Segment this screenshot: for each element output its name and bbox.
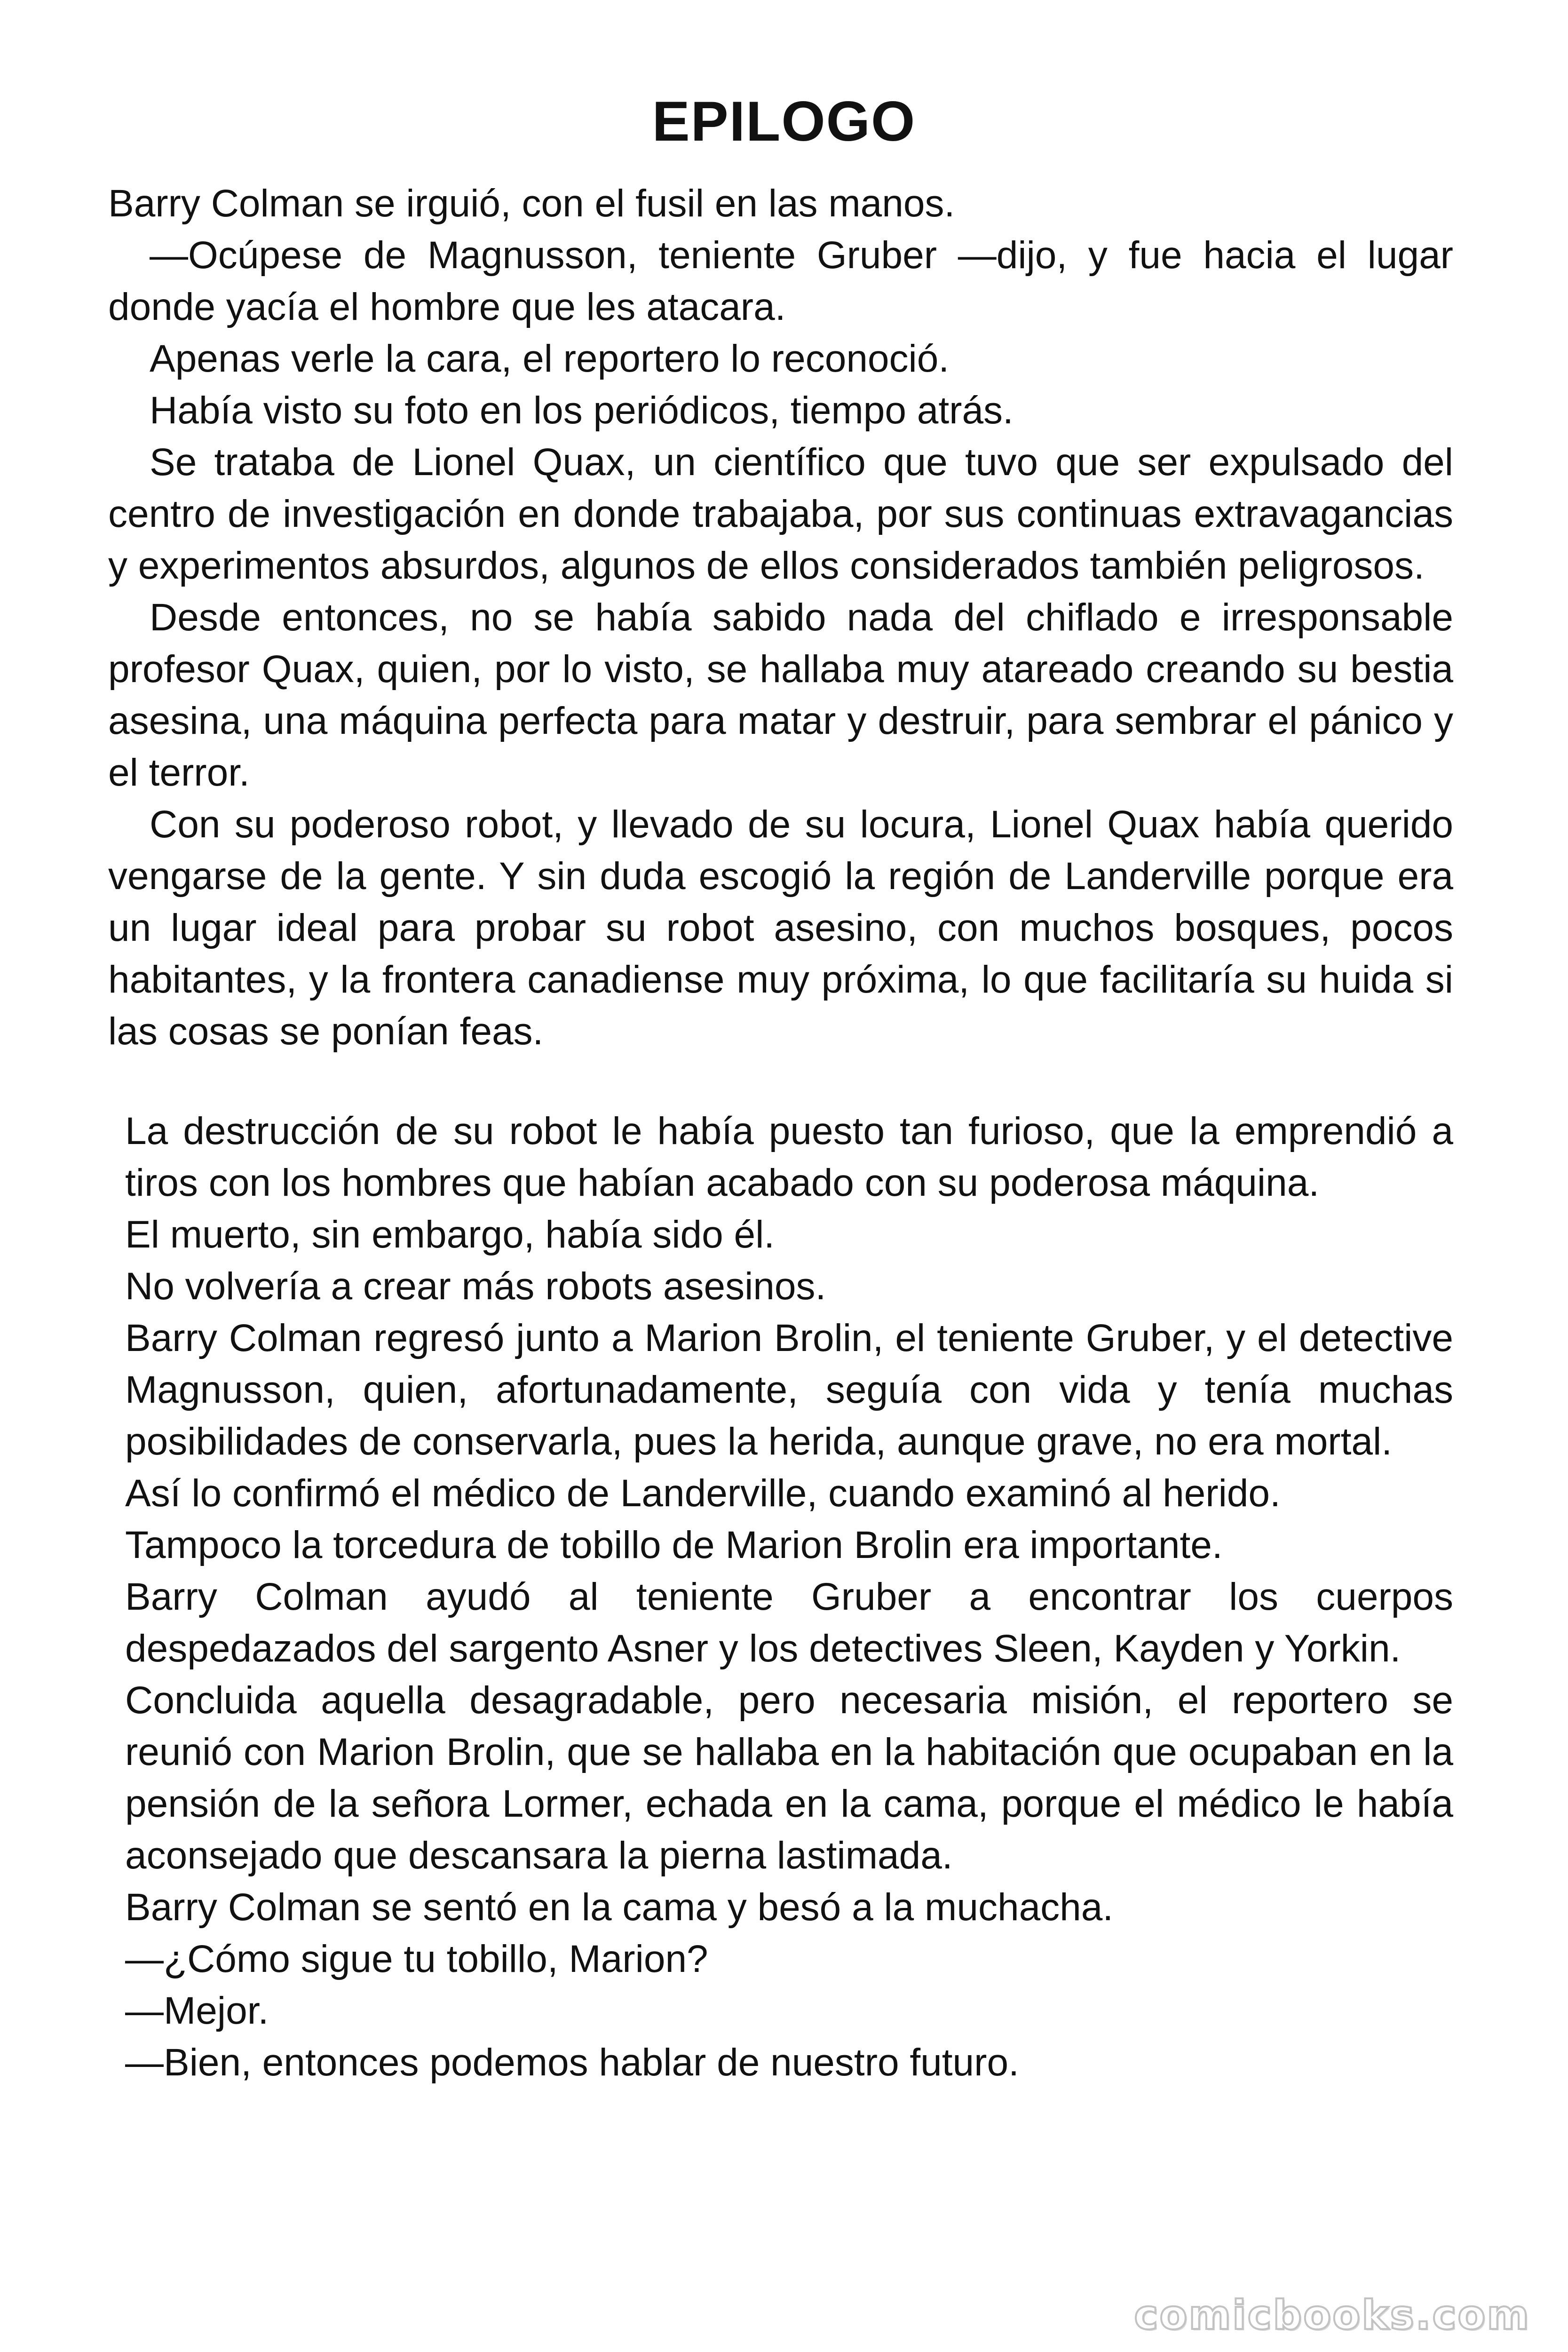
paragraph: Apenas verle la cara, el reportero lo reconoció. bbox=[150, 337, 950, 380]
paragraph: La destrucción de su robot le había puesto tan furioso, que la emprendió a tiros con los hombres que habían acabado con su poderosa máquina. bbox=[125, 1110, 1453, 1204]
paragraph: Concluida aquella desagradable, pero necesaria misión, el reportero se reunió con Marion Brolin, que se hallaba en la habitación que ocupaban en la pensión de la señora Lormer, echada en la cama, porque el médico le había aconsejado que descansara la pierna lastimada. bbox=[125, 1679, 1453, 1877]
paragraph: —Mejor. bbox=[125, 1989, 269, 2032]
paragraph: Con su poderoso robot, y llevado de su locura, Lionel Quax había querido vengarse de la gente. Y sin duda escogió la región de Landerville porque era un lugar ideal para probar su robot asesino, con muchos bosques, pocos habitantes, y la frontera canadiense muy próxima, lo que facilitaría su huida si las cosas se ponían feas. bbox=[108, 803, 1453, 1053]
paragraph: —Ocúpese de Magnusson, teniente Gruber —dijo, y fue hacia el lugar donde yacía el hombre que les atacara. bbox=[108, 234, 1453, 328]
paragraph: El muerto, sin embargo, había sido él. bbox=[125, 1213, 775, 1256]
text-block-indented bbox=[108, 178, 1453, 1057]
paragraph: Se trataba de Lionel Quax, un científico que tuvo que ser expulsado del centro de investigación en donde trabajaba, por sus continuas extravagancias y experimentos absurdos, algunos de ellos considerados también peligrosos. bbox=[108, 441, 1453, 587]
paragraph: —Bien, entonces podemos hablar de nuestro futuro. bbox=[125, 2041, 1019, 2084]
paragraph: —¿Cómo sigue tu tobillo, Marion? bbox=[125, 1938, 708, 1980]
paragraph: Tampoco la torcedura de tobillo de Marion Brolin era importante. bbox=[125, 1524, 1223, 1566]
paragraph: Había visto su foto en los periódicos, tiempo atrás. bbox=[150, 389, 1014, 432]
page-title: EPILOGO bbox=[652, 90, 916, 153]
paragraph: Barry Colman se sentó en la cama y besó a la muchacha. bbox=[125, 1886, 1114, 1929]
watermark: comicbooks.com bbox=[1134, 2292, 1530, 2339]
paragraph: Desde entonces, no se había sabido nada del chiflado e irresponsable profesor Quax, quien, por lo visto, se hallaba muy atareado creando su bestia asesina, una máquina perfecta para matar y destruir, para sembrar el pánico y el terror. bbox=[108, 596, 1453, 794]
paragraph: Así lo confirmó el médico de Landerville, cuando examinó al herido. bbox=[125, 1472, 1281, 1515]
text-block-shifted bbox=[125, 1105, 1453, 2089]
paragraph: Barry Colman ayudó al teniente Gruber a encontrar los cuerpos despedazados del sargento Asner y los detectives Sleen, Kayden y Yorkin. bbox=[125, 1575, 1453, 1670]
paragraph: No volvería a crear más robots asesinos. bbox=[125, 1265, 826, 1308]
paragraph: Barry Colman regresó junto a Marion Brolin, el teniente Gruber, y el detective Magnusson, quien, afortunadamente, seguía con vida y tenía muchas posibilidades de conservarla, pues la herida, aunque grave, no era mortal. bbox=[125, 1317, 1453, 1463]
paragraph: Barry Colman se irguió, con el fusil en las manos. bbox=[108, 182, 955, 225]
